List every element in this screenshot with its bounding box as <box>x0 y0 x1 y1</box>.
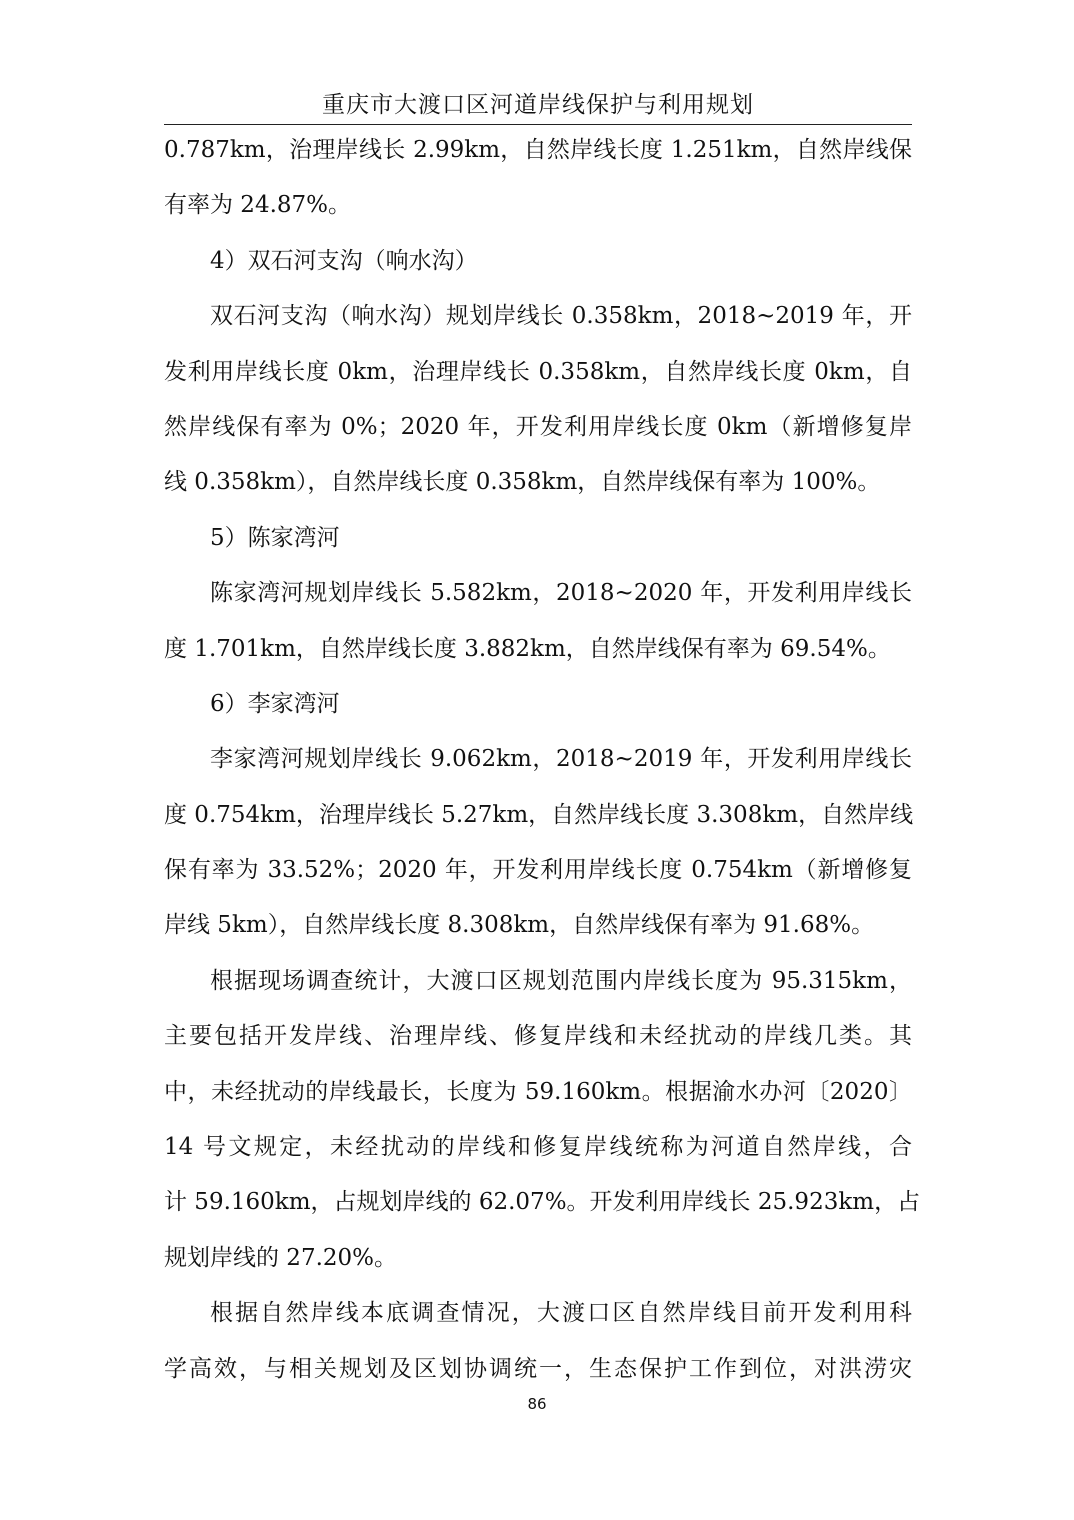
running-header: 重庆市大渡口区河道岸线保护与利用规划 <box>322 92 754 118</box>
text-line: 岸线 5km），自然岸线长度 8.308km，自然岸线保有率为 91.68%。 <box>164 912 875 939</box>
text-line: 根据现场调查统计，大渡口区规划范围内岸线长度为 95.315km， <box>210 967 912 994</box>
text-line: 保有率为 33.52%；2020 年，开发利用岸线长度 0.754km（新增修复 <box>164 857 912 884</box>
text-line: 规划岸线的 27.20%。 <box>164 1244 398 1271</box>
text-line: 李家湾河规划岸线长 9.062km，2018~2019 年，开发利用岸线长 <box>210 746 912 773</box>
text-line: 度 1.701km，自然岸线长度 3.882km，自然岸线保有率为 69.54%。 <box>164 635 891 662</box>
text-line: 双石河支沟（响水沟）规划岸线长 0.358km，2018~2019 年，开 <box>210 303 912 330</box>
text-line: 6）李家湾河 <box>210 690 340 717</box>
header-rule <box>164 124 912 125</box>
text-line: 线 0.358km），自然岸线长度 0.358km，自然岸线保有率为 100%。 <box>164 469 881 496</box>
text-line: 主要包括开发岸线、治理岸线、修复岸线和未经扰动的岸线几类。其 <box>164 1023 912 1050</box>
text-line: 根据自然岸线本底调查情况，大渡口区自然岸线目前开发利用科 <box>210 1300 912 1327</box>
text-line: 有率为 24.87%。 <box>164 192 352 219</box>
text-line: 0.787km，治理岸线长 2.99km，自然岸线长度 1.251km，自然岸线保 <box>164 137 912 163</box>
text-line: 然岸线保有率为 0%；2020 年，开发利用岸线长度 0km（新增修复岸 <box>164 413 912 440</box>
text-line: 学高效，与相关规划及区划协调统一，生态保护工作到位，对洪涝灾 <box>164 1355 912 1382</box>
text-line: 4）双石河支沟（响水沟） <box>210 247 478 274</box>
text-line: 5）陈家湾河 <box>210 524 340 551</box>
text-line: 度 0.754km，治理岸线长 5.27km，自然岸线长度 3.308km，自然岸线 <box>164 801 914 828</box>
text-line: 计 59.160km，占规划岸线的 62.07%。开发利用岸线长 25.923km，占 <box>164 1189 921 1216</box>
text-line: 中，未经扰动的岸线最长，长度为 59.160km。根据渝水办河〔2020〕 <box>164 1078 912 1105</box>
text-line: 发利用岸线长度 0km，治理岸线长 0.358km，自然岸线长度 0km，自 <box>164 358 912 385</box>
page-number: 86 <box>527 1395 547 1413</box>
body-text <box>164 128 921 1402</box>
text-line: 14 号文规定，未经扰动的岸线和修复岸线统称为河道自然岸线，合 <box>164 1134 912 1161</box>
text-line: 陈家湾河规划岸线长 5.582km，2018~2020 年，开发利用岸线长 <box>210 580 912 607</box>
